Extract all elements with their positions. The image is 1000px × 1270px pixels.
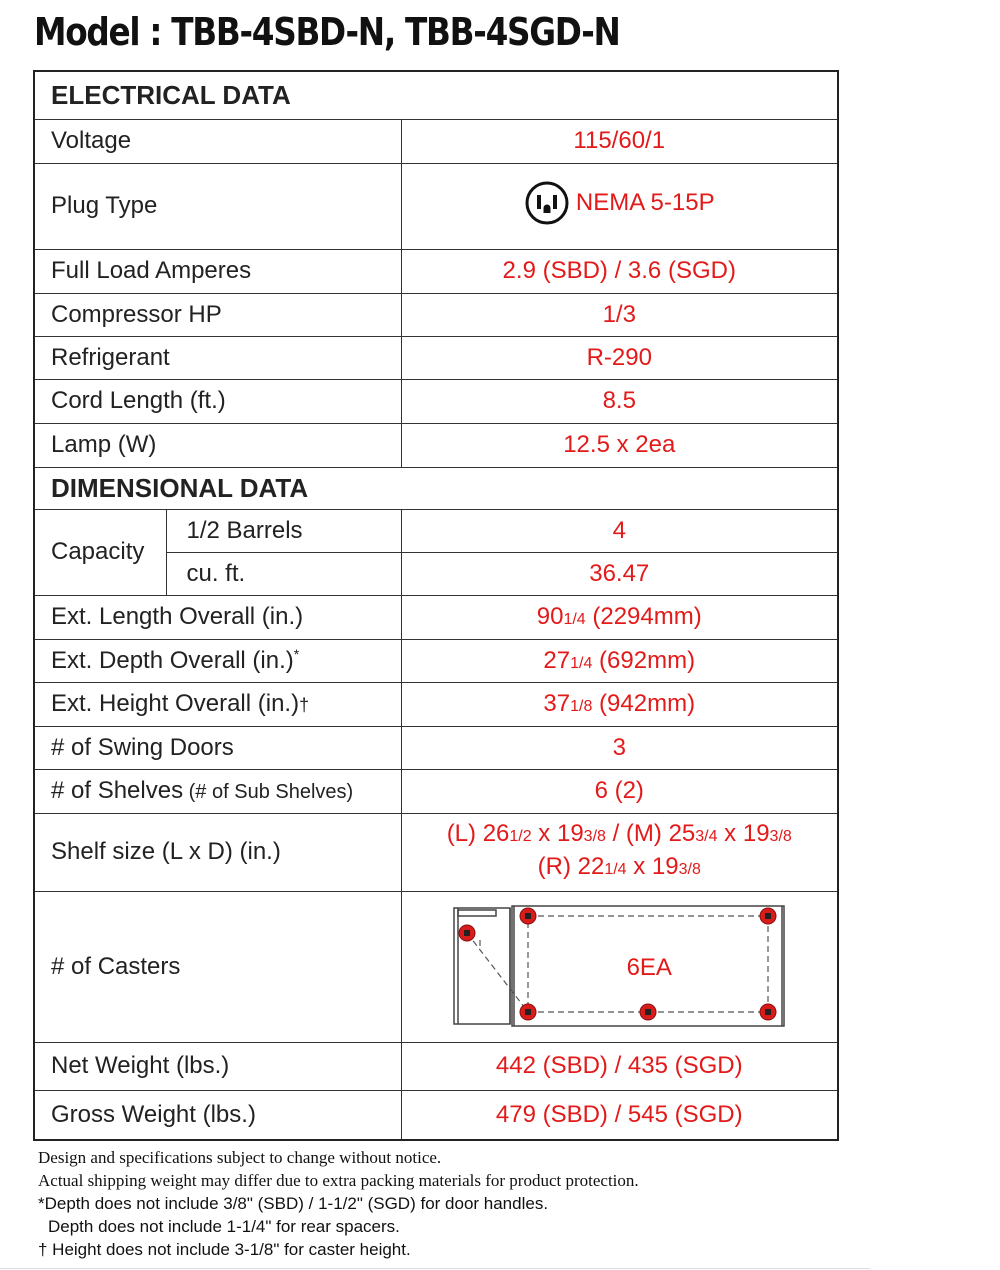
note-depth-spacers: Depth does not include 1-1/4" for rear spacers. [48, 1217, 400, 1236]
nema-plug-icon [524, 180, 570, 226]
lamp-value: 12.5 x 2ea [401, 423, 838, 467]
bottom-rule [0, 1268, 870, 1269]
note-height-casters: † Height does not include 3-1/8" for caster height. [38, 1240, 411, 1259]
casters-label: # of Casters [34, 891, 401, 1042]
doors-value: 3 [401, 726, 838, 769]
gross-weight-value: 479 (SBD) / 545 (SGD) [401, 1090, 838, 1140]
note-shipping: Actual shipping weight may differ due to extra packing materials for product protection. [38, 1171, 639, 1190]
electrical-heading: ELECTRICAL DATA [34, 71, 838, 119]
net-weight-label: Net Weight (lbs.) [34, 1042, 401, 1090]
casters-cell [401, 891, 838, 1042]
depth-label: Ext. Depth Overall (in.)* [34, 639, 401, 682]
barrels-label: 1/2 Barrels [166, 509, 401, 552]
height-label: Ext. Height Overall (in.)† [34, 682, 401, 726]
cuft-label: cu. ft. [166, 552, 401, 595]
voltage-value: 115/60/1 [401, 119, 838, 163]
cuft-value: 36.47 [401, 552, 838, 595]
depth-value: 271/4 (692mm) [401, 639, 838, 682]
barrels-value: 4 [401, 509, 838, 552]
hp-label: Compressor HP [34, 293, 401, 336]
shelf-size-value: (L) 261/2 x 193/8 / (M) 253/4 x 193/8 (R) 221/4 x 193/8 [401, 813, 838, 891]
plug-value: NEMA 5-15P [575, 188, 715, 216]
fla-value: 2.9 (SBD) / 3.6 (SGD) [401, 249, 838, 293]
doors-label: # of Swing Doors [34, 726, 401, 769]
plug-cell [401, 163, 838, 249]
spec-table [33, 70, 839, 1141]
dimensional-heading: DIMENSIONAL DATA [34, 467, 838, 509]
refrigerant-label: Refrigerant [34, 336, 401, 379]
length-value: 901/4 (2294mm) [401, 595, 838, 639]
footnotes [38, 1146, 639, 1261]
hp-value: 1/3 [401, 293, 838, 336]
note-depth-handles: *Depth does not include 3/8" (SBD) / 1-1/2" (SGD) for door handles. [38, 1194, 549, 1213]
cord-label: Cord Length (ft.) [34, 379, 401, 423]
shelves-label: # of Shelves (# of Sub Shelves) [34, 769, 401, 813]
shelves-value: 6 (2) [401, 769, 838, 813]
casters-value: 6EA [626, 953, 672, 981]
net-weight-value: 442 (SBD) / 435 (SGD) [401, 1042, 838, 1090]
note-design: Design and specifications subject to change without notice. [38, 1148, 442, 1167]
shelf-size-label: Shelf size (L x D) (in.) [34, 813, 401, 891]
height-value: 371/8 (942mm) [401, 682, 838, 726]
capacity-label: Capacity [34, 509, 166, 595]
voltage-label: Voltage [34, 119, 401, 163]
fla-label: Full Load Amperes [34, 249, 401, 293]
page-title: Model : TBB-4SBD-N, TBB-4SGD-N [34, 10, 620, 54]
plug-label: Plug Type [34, 163, 401, 249]
gross-weight-label: Gross Weight (lbs.) [34, 1090, 401, 1140]
lamp-label: Lamp (W) [34, 423, 401, 467]
cord-value: 8.5 [401, 379, 838, 423]
refrigerant-value: R-290 [401, 336, 838, 379]
length-label: Ext. Length Overall (in.) [34, 595, 401, 639]
